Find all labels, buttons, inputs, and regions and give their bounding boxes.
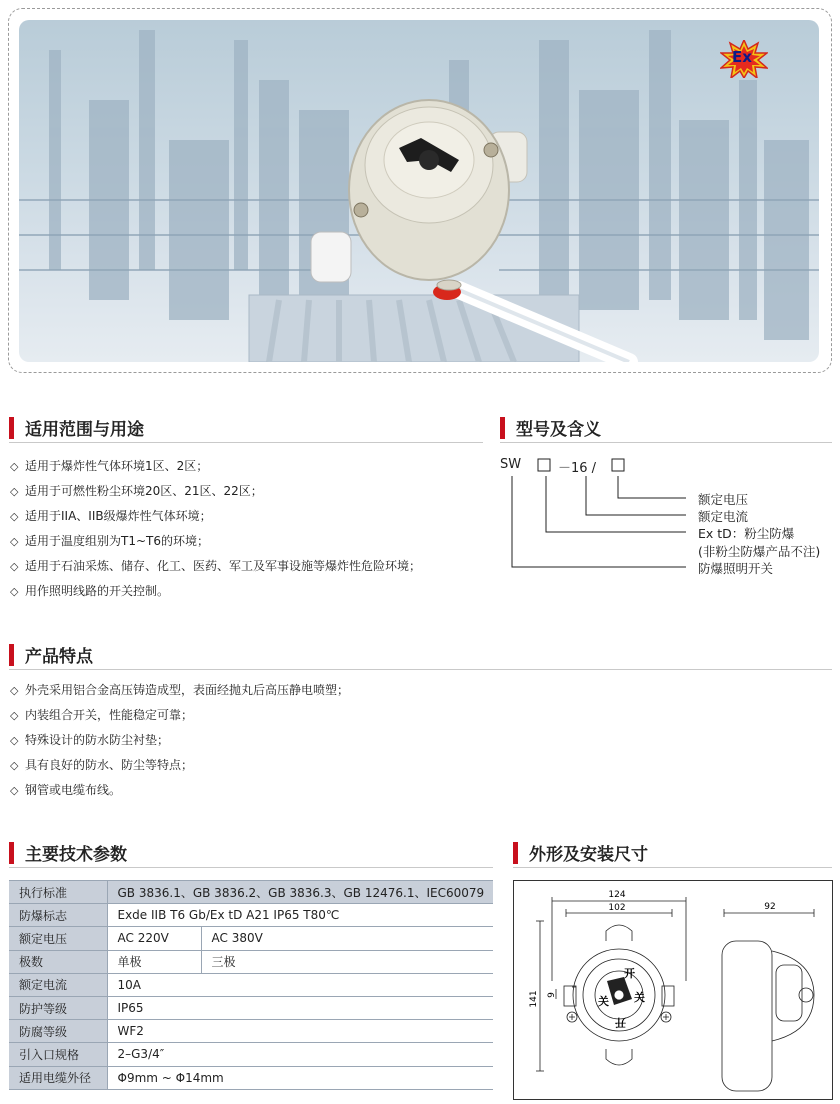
list-item-text: 适用于石油采炼、储存、化工、医药、军工及军事设施等爆炸性危险环境； — [25, 559, 422, 573]
param-key: 防腐等级 — [9, 1020, 107, 1043]
face-label-close: 关 — [598, 995, 609, 1008]
dimension-label: 9 — [547, 992, 557, 998]
list-item — [10, 454, 421, 479]
model-code-diagram — [500, 454, 832, 584]
dimension-drawing-svg — [514, 881, 832, 1099]
dimension-drawing — [513, 880, 833, 1100]
list-item — [10, 728, 349, 753]
model-leader-lines — [500, 454, 832, 584]
dimension-label: 124 — [608, 890, 626, 900]
param-value: Φ9mm ~ Φ14mm — [107, 1066, 493, 1089]
table-row — [9, 973, 493, 996]
list-item — [10, 753, 349, 778]
section-heading: 型号及含义 — [516, 420, 601, 440]
model-code-prefix: SW — [500, 457, 522, 472]
param-value-alt: AC 380V — [201, 927, 493, 950]
usage-list — [10, 454, 421, 604]
param-key: 额定电压 — [9, 927, 107, 950]
list-item-text: 内装组合开关，性能稳定可靠； — [25, 708, 194, 722]
section-features-title — [9, 640, 832, 670]
list-item-text: 适用于可燃性粉尘环境20区、21区、22区； — [25, 484, 263, 498]
table-row — [9, 927, 493, 950]
face-label-open: 开 — [624, 967, 635, 980]
model-label-switch: 防爆照明开关 — [698, 561, 774, 576]
param-value: WF2 — [107, 1020, 493, 1043]
features-list — [10, 678, 349, 803]
section-params-title — [9, 838, 493, 868]
param-key: 防爆标志 — [9, 904, 107, 927]
section-dims-title — [513, 838, 832, 868]
diamond-icon: ◇ — [10, 560, 19, 573]
section-marker — [9, 842, 14, 864]
param-key: 引入口规格 — [9, 1043, 107, 1066]
diamond-icon: ◇ — [10, 784, 19, 797]
list-item — [10, 529, 421, 554]
list-item-text: 具有良好的防水、防尘等特点； — [25, 758, 194, 772]
list-item — [10, 678, 349, 703]
dimension-label: 141 — [529, 990, 539, 1008]
hero-image — [19, 20, 819, 362]
param-key: 防护等级 — [9, 996, 107, 1019]
model-code-middle: －16 / — [558, 461, 597, 476]
face-label-open-alt: 开 — [615, 1016, 626, 1029]
param-value-alt: 三极 — [201, 950, 493, 973]
section-marker — [513, 842, 518, 864]
section-heading: 产品特点 — [25, 647, 93, 667]
table-row — [9, 996, 493, 1019]
section-model-title — [500, 413, 832, 443]
list-item-text: 特殊设计的防水防尘衬垫； — [25, 733, 170, 747]
list-item-text: 钢管或电缆布线。 — [25, 783, 122, 797]
diamond-icon: ◇ — [10, 734, 19, 747]
diamond-icon: ◇ — [10, 460, 19, 473]
list-item — [10, 703, 349, 728]
model-label-voltage: 额定电压 — [698, 492, 749, 507]
param-value: AC 220V — [107, 927, 201, 950]
table-row — [9, 1066, 493, 1089]
list-item-text: 外壳采用铝合金高压铸造成型，表面经抛丸后高压静电喷塑； — [25, 683, 350, 697]
diamond-icon: ◇ — [10, 510, 19, 523]
section-heading: 主要技术参数 — [25, 845, 127, 865]
table-row — [9, 950, 493, 973]
dimension-label: 92 — [764, 902, 776, 912]
ex-badge-label: Ex — [732, 48, 752, 66]
param-value: GB 3836.1、GB 3836.2、GB 3836.3、GB 12476.1、IEC60079 — [107, 881, 493, 904]
param-value: 单极 — [107, 950, 201, 973]
face-label-close-alt: 关 — [634, 991, 645, 1004]
param-key: 执行标准 — [9, 881, 107, 904]
section-marker — [500, 417, 505, 439]
param-value: 2–G3/4″ — [107, 1043, 493, 1066]
list-item-text: 用作照明线路的开关控制。 — [25, 584, 170, 598]
diamond-icon: ◇ — [10, 709, 19, 722]
model-label-dust-note: (非粉尘防爆产品不注) — [698, 544, 821, 559]
param-value: Exde IIB T6 Gb/Ex tD A21 IP65 T80℃ — [107, 904, 493, 927]
table-row — [9, 1020, 493, 1043]
list-item-text: 适用于爆炸性气体环境1区、2区； — [25, 459, 209, 473]
param-value: 10A — [107, 973, 493, 996]
model-label-dust: Ex tD：粉尘防爆 — [698, 526, 795, 541]
diamond-icon: ◇ — [10, 485, 19, 498]
refinery-illustration — [19, 20, 819, 362]
param-key: 额定电流 — [9, 973, 107, 996]
list-item — [10, 579, 421, 604]
model-label-current: 额定电流 — [698, 509, 749, 524]
diamond-icon: ◇ — [10, 585, 19, 598]
list-item — [10, 554, 421, 579]
param-key: 极数 — [9, 950, 107, 973]
diamond-icon: ◇ — [10, 759, 19, 772]
list-item-text: 适用于温度组别为T1~T6的环境； — [25, 534, 209, 548]
diamond-icon: ◇ — [10, 684, 19, 697]
param-value: IP65 — [107, 996, 493, 1019]
list-item — [10, 479, 421, 504]
table-row — [9, 881, 493, 904]
table-row — [9, 904, 493, 927]
list-item-text: 适用于IIA、IIB级爆炸性气体环境； — [25, 509, 212, 523]
section-marker — [9, 644, 14, 666]
section-marker — [9, 417, 14, 439]
dimension-label: 102 — [608, 903, 626, 913]
section-heading: 适用范围与用途 — [25, 420, 144, 440]
params-table — [9, 880, 493, 1090]
section-usage-title — [9, 413, 483, 443]
table-row — [9, 1043, 493, 1066]
list-item — [10, 504, 421, 529]
diamond-icon: ◇ — [10, 535, 19, 548]
list-item — [10, 778, 349, 803]
section-heading: 外形及安装尺寸 — [529, 845, 648, 865]
param-key: 适用电缆外径 — [9, 1066, 107, 1089]
